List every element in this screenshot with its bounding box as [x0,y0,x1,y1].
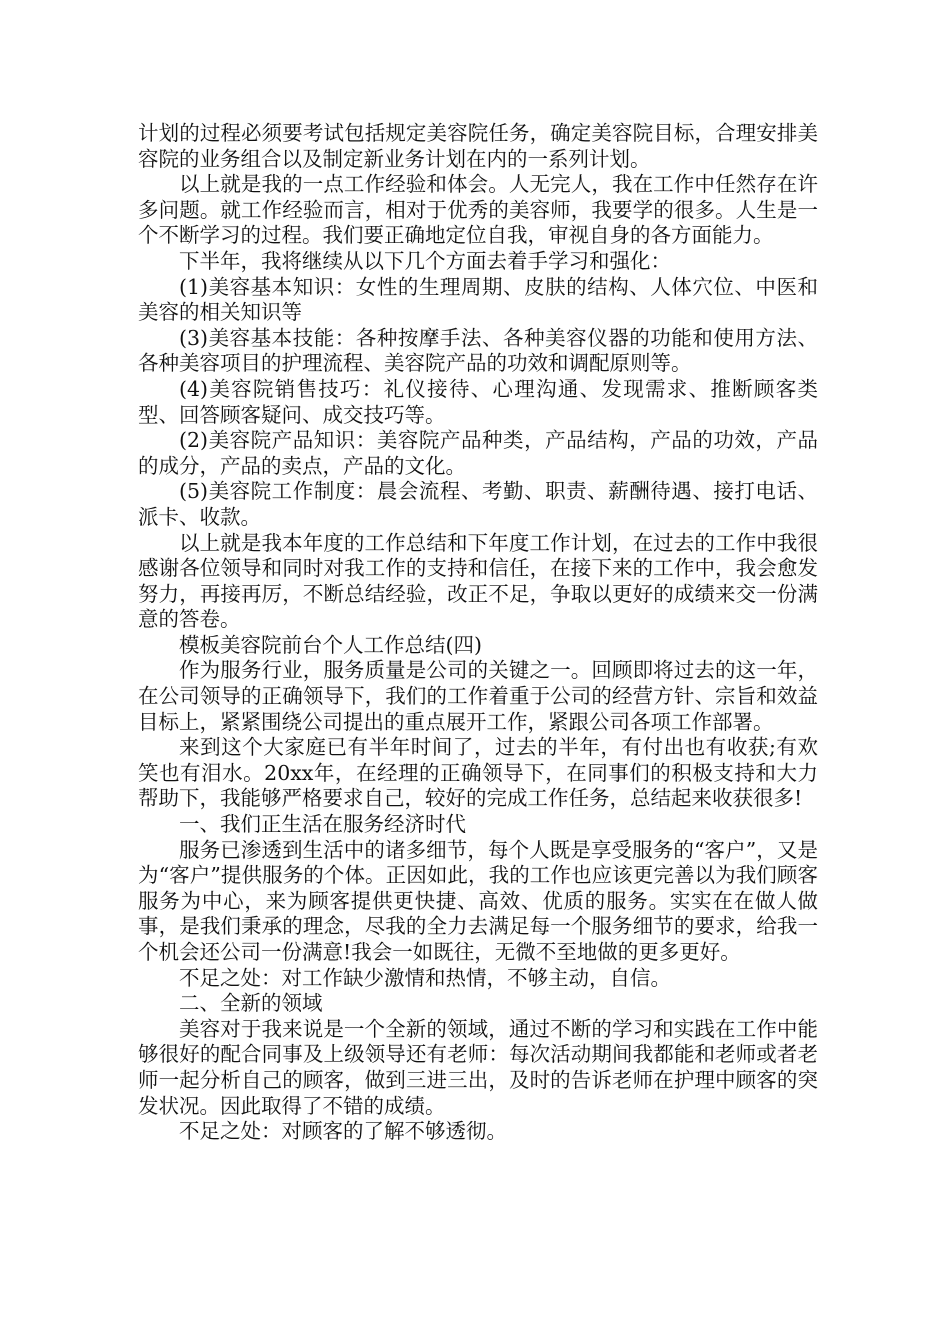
heading-service-economy: 一、我们正生活在服务经济时代 [179,812,466,837]
paragraph-summary: 以上就是我本年度的工作总结和下年度工作计划，在过去的工作中我很感谢各位领导和同时对我工作的支持和信任，在接下来的工作中，我会愈发努力，再接再厉，不断总结经验，改正不足，争取以更好的成绩来交一份满意的答卷。 [138,530,818,632]
paragraph-half-year: 来到这个大家庭已有半年时间了，过去的半年，有付出也有收获;有欢笑也有泪水。20xx年，在经理的正确领导下，在同事们的积极支持和大力帮助下，我能够严格要求自己，较好的完成工作任务，总结起来收获很多! [138,735,818,811]
paragraph-service: 服务已渗透到生活中的诸多细节，每个人既是享受服务的“客户”，又是为“客户”提供服务的个体。正因如此，我的工作也应该更完善以为我们顾客服务为中心，来为顾客提供更快捷、高效、优质的服务。实实在在做人做事，是我们秉承的理念，尽我的全力去满足每一个服务细节的要求，给我一个机会还公司一份满意!我会一如既往，无微不至地做的更多更好。 [138,837,818,964]
list-item-basic-skills: (3)美容基本技能：各种按摩手法、各种美容仪器的功能和使用方法、各种美容项目的护理流程、美容院产品的功效和调配原则等。 [138,325,818,376]
section-title: 模板美容院前台个人工作总结(四) [179,632,482,657]
paragraph-2: 以上就是我的一点工作经验和体会。人无完人，我在工作中任然存在许多问题。就工作经验而言，相对于优秀的美容师，我要学的很多。人生是一个不断学习的过程。我们要正确地定位自我，审视自身的各方面能力。 [138,172,818,248]
paragraph-shortcoming-2: 不足之处：对顾客的了解不够透彻。 [179,1119,507,1144]
paragraph-intro: 作为服务行业，服务质量是公司的关键之一。回顾即将过去的这一年，在公司领导的正确领导下，我们的工作着重于公司的经营方针、宗旨和效益目标上，紧紧围绕公司提出的重点展开工作，紧跟公司各项工作部署。 [138,658,818,734]
heading-new-field: 二、全新的领域 [179,991,323,1016]
document-page [138,121,818,1145]
paragraph-shortcoming-1: 不足之处：对工作缺少激情和热情，不够主动，自信。 [179,965,671,990]
paragraph-new-field: 美容对于我来说是一个全新的领域，通过不断的学习和实践在工作中能够很好的配合同事及上级领导还有老师：每次活动期间我都能和老师或者老师一起分析自己的顾客，做到三进三出，及时的告诉老师在护理中顾客的突发状况。因此取得了不错的成绩。 [138,1016,818,1118]
list-item-product-knowledge: (2)美容院产品知识：美容院产品种类，产品结构，产品的功效，产品的成分，产品的卖点，产品的文化。 [138,428,818,478]
paragraph-3: 下半年，我将继续从以下几个方面去着手学习和强化： [179,248,671,273]
list-item-sales-skills: (4)美容院销售技巧：礼仪接待、心理沟通、发现需求、推断顾客类型、回答顾客疑问、成交技巧等。 [138,376,818,427]
list-item-basic-knowledge: (1)美容基本知识：女性的生理周期、皮肤的结构、人体穴位、中医和美容的相关知识等 [138,274,818,325]
paragraph-1: 计划的过程必须要考试包括规定美容院任务，确定美容院目标，合理安排美容院的业务组合以及制定新业务计划在内的一系列计划。 [138,121,818,171]
list-item-work-rules: (5)美容院工作制度：晨会流程、考勤、职责、薪酬待遇、接打电话、派卡、收款。 [138,479,818,529]
